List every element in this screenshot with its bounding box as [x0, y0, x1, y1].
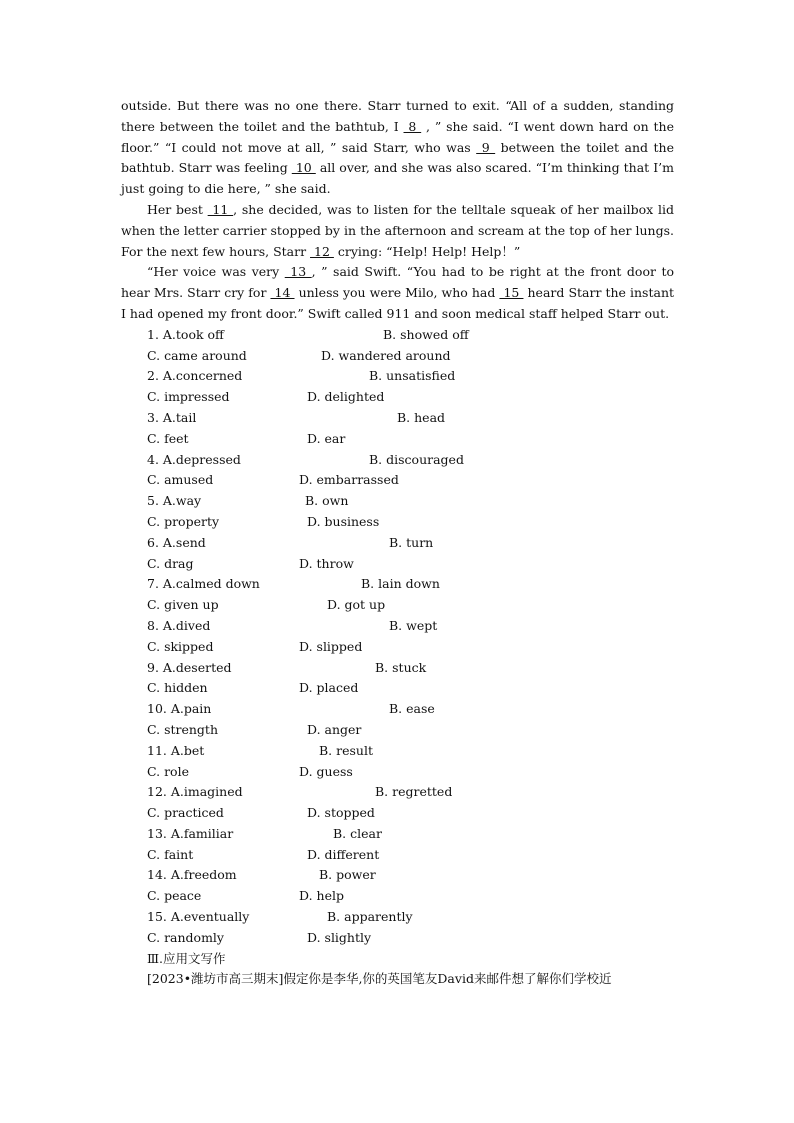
option-b: B. unsatisfied [369, 368, 456, 384]
option-d: D. got up [327, 597, 386, 613]
option-d: D. slightly [307, 929, 372, 945]
question-7-options-cd [147, 595, 674, 616]
option-a: 15. A.eventually [147, 909, 250, 925]
option-b: B. wept [389, 617, 438, 633]
option-c: C. property [147, 513, 220, 529]
option-d: D. embarrassed [299, 472, 399, 488]
option-b: B. clear [333, 825, 382, 841]
passage-text: Her best [147, 201, 208, 217]
question-5-options-cd [147, 512, 674, 533]
option-c: C. came around [147, 347, 247, 363]
question-13-options-ab [147, 824, 674, 845]
question-12-options-cd [147, 803, 674, 824]
question-4-options-cd [147, 470, 674, 491]
option-c: C. impressed [147, 389, 230, 405]
question-8-options-cd [147, 637, 674, 658]
question-8-options-ab [147, 616, 674, 637]
option-b: B. discouraged [369, 451, 464, 467]
passage-text: “Her voice was very [147, 264, 285, 280]
passage-text: , she decided, was to listen for the telltale squeak of her mailbox lid when the letter carrier stopped by in the afternoon and scream at the top of her lungs. For the next few hours, Starr [121, 201, 674, 259]
option-d: D. help [299, 888, 344, 904]
question-4-options-ab [147, 450, 674, 471]
passage-text: outside. But there was no one there. Starr turned to exit. “All of a sudden, standing there between the toilet and the bathtub, I [121, 98, 674, 134]
option-c: C. strength [147, 721, 219, 737]
question-13-options-cd [147, 845, 674, 866]
option-d: D. ear [307, 430, 346, 446]
answer-blank: 14 [270, 285, 295, 301]
option-b: B. stuck [375, 659, 427, 675]
option-a: 2. A.concerned [147, 368, 243, 384]
question-7-options-ab [147, 574, 674, 595]
option-a: 5. A.way [147, 493, 202, 509]
option-a: 8. A.dived [147, 617, 211, 633]
option-d: D. different [307, 846, 380, 862]
option-c: C. hidden [147, 680, 208, 696]
option-d: D. business [307, 513, 380, 529]
option-d: D. throw [299, 555, 354, 571]
option-a: 7. A.calmed down [147, 576, 260, 592]
option-c: C. role [147, 763, 189, 779]
question-11-options-ab [147, 741, 674, 762]
option-b: B. power [319, 867, 376, 883]
option-b: B. own [305, 493, 349, 509]
option-a: 1. A.took off [147, 326, 224, 342]
question-9-options-ab [147, 658, 674, 679]
passage-text: crying: “Help! Help! Help！” [333, 243, 521, 259]
option-a: 11. A.bet [147, 742, 205, 758]
option-c: C. randomly [147, 929, 224, 945]
option-d: D. wandered around [321, 347, 451, 363]
option-a: 13. A.familiar [147, 825, 234, 841]
option-b: B. ease [389, 701, 435, 717]
option-c: C. faint [147, 846, 194, 862]
option-c: C. skipped [147, 638, 214, 654]
question-2-options-ab [147, 366, 674, 387]
option-b: B. showed off [383, 326, 469, 342]
options-list [147, 325, 674, 949]
option-b: B. regretted [375, 784, 453, 800]
option-a: 10. A.pain [147, 701, 212, 717]
question-15-options-ab [147, 907, 674, 928]
question-1-options-cd [147, 346, 674, 367]
option-d: D. placed [299, 680, 359, 696]
option-c: C. peace [147, 888, 202, 904]
question-11-options-cd [147, 762, 674, 783]
option-c: C. feet [147, 430, 189, 446]
option-b: B. head [397, 409, 446, 425]
passage-paragraph-1 [121, 96, 674, 200]
section-heading: Ⅲ.应用文写作 [147, 950, 226, 966]
option-a: 9. A.deserted [147, 659, 232, 675]
passage-text: between the toilet and the bathtub. Starr was feeling [121, 139, 675, 176]
option-c: C. drag [147, 555, 194, 571]
question-5-options-ab [147, 491, 674, 512]
option-a: 14. A.freedom [147, 867, 237, 883]
option-a: 4. A.depressed [147, 451, 241, 467]
question-15-options-cd [147, 928, 674, 949]
option-d: D. delighted [307, 389, 385, 405]
question-1-options-ab [147, 325, 674, 346]
exercise-page [121, 96, 674, 990]
question-10-options-ab [147, 699, 674, 720]
option-c: C. practiced [147, 805, 224, 821]
question-3-options-cd [147, 429, 674, 450]
option-d: D. stopped [307, 805, 375, 821]
option-a: 3. A.tail [147, 409, 197, 425]
option-a: 6. A.send [147, 534, 206, 550]
option-b: B. result [319, 742, 373, 758]
option-a: 12. A.imagined [147, 784, 243, 800]
passage-paragraph-2 [121, 200, 674, 262]
option-d: D. guess [299, 763, 353, 779]
passage-text: , ” said Swift. “You had to be right at the front door to hear Mrs. Starr cry for [121, 264, 675, 301]
option-b: B. apparently [327, 909, 413, 925]
option-b: B. lain down [361, 576, 440, 592]
answer-blank: 13 [284, 264, 312, 280]
option-d: D. anger [307, 721, 362, 737]
passage-paragraph-3 [121, 262, 674, 324]
question-12-options-ab [147, 782, 674, 803]
question-14-options-ab [147, 865, 674, 886]
answer-blank: 11 [207, 201, 234, 217]
question-3-options-ab [147, 408, 674, 429]
passage-text: unless you were Milo, who had [294, 285, 500, 301]
question-2-options-cd [147, 387, 674, 408]
answer-blank: 15 [499, 285, 524, 301]
option-b: B. turn [389, 534, 434, 550]
option-d: D. slipped [299, 638, 363, 654]
answer-blank: 8 [403, 118, 422, 134]
passage-text: all over, and she was also scared. “I’m thinking that I’m just going to die here, ” she said. [121, 160, 675, 197]
passage-text: heard Starr the instant I had opened my front door.” Swift called 911 and soon medical staff helped Starr out. [121, 285, 675, 321]
answer-blank: 10 [291, 160, 316, 176]
question-6-options-cd [147, 554, 674, 575]
question-9-options-cd [147, 678, 674, 699]
question-6-options-ab [147, 533, 674, 554]
answer-blank: 12 [310, 243, 334, 259]
passage-text: , ” she said. “I went down hard on the floor.” “I could not move at all, ” said Starr, who was [121, 118, 675, 155]
option-c: C. given up [147, 597, 219, 613]
question-14-options-cd [147, 886, 674, 907]
option-c: C. amused [147, 472, 214, 488]
writing-task-prompt: [2023•潍坊市高三期末]假定你是李华,你的英国笔友David来邮件想了解你们学校近 [147, 971, 612, 987]
answer-blank: 9 [476, 139, 496, 155]
question-10-options-cd [147, 720, 674, 741]
